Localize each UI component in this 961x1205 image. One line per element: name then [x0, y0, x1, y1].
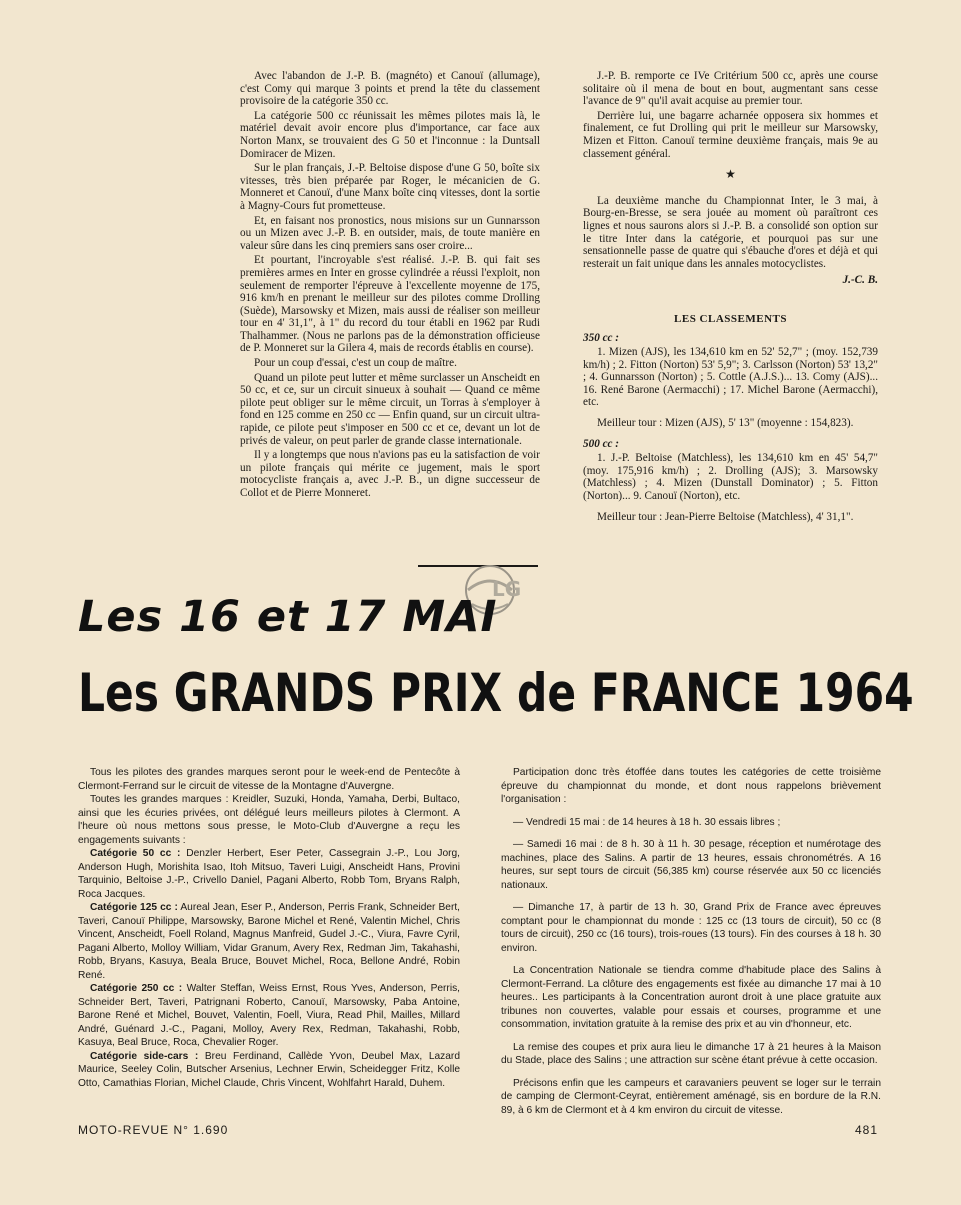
paragraph: J.-P. B. remporte ce IVe Critérium 500 cc, après une course solitaire où il mena de bout en bout, augmentant sans cesse l'avance de 9" qu'il avait acquise au premier tour.: [583, 70, 878, 108]
paragraph: La Concentration Nationale se tiendra comme d'habitude place des Salins à Clermont-Ferrand. La clôture des engagements est fixée au dimanche 17 mai à 10 heures.. Les participants à la Concentration auront droit à une place gratuite aux tribunes non couvertes, valable pour essais et courses, programme et une consommation, invitation gratuite à la remise des prix et au vin d'honneur, etc.: [501, 965, 881, 1030]
entry-list: Aureal Jean, Eser P., Anderson, Perris Frank, Schneider Bert, Taveri, Canouï Philippe, Marsowsky, Barone Michel et René, Valentin Michel, Chris Vincent, Anscheidt, Foell Roland, Magnus Manfreid, Gudel J.-C., Viura, Favre Cyril, Pagani Alberto, Molloy William, Vidar Granum, Avery Rex, Redman Jim, Takahashi, Robb, Bryans, Kasuya, Beala Bruce, Bouvet Michel, Roca, Bellone André, Robin René.: [78, 902, 460, 981]
star-separator-icon: ★: [725, 167, 736, 182]
paragraph: Avec l'abandon de J.-P. B. (magnéto) et Canouï (allumage), c'est Comy qui marque 3 points et prend la tête du classement provisoire de la catégorie 350 cc.: [240, 70, 540, 108]
paragraph: La catégorie 500 cc réunissait les mêmes pilotes mais là, le matériel devait avoir encore plus d'importance, car face aux Norton Manx, se trouvaient des G 50 et l'inconnue : la Duntsall Domiracer de Mizen.: [240, 109, 540, 160]
paragraph: Et, en faisant nos pronostics, nous misions sur un Gunnarsson ou un Mizen avec J.-P. B. en outsider, mais, de toute manière en valeur sûre dans les cinq premiers sans oser croire...: [240, 214, 540, 252]
best-lap-500: Meilleur tour : Jean-Pierre Beltoise (Matchless), 4' 31,1".: [597, 510, 854, 523]
logo-letters: LG: [492, 577, 522, 601]
category-50-entries: [78, 847, 460, 901]
page-number: 481: [855, 1123, 879, 1137]
paragraph: Et pourtant, l'incroyable s'est réalisé. J.-P. B. qui fait ses premières armes en Inter en grosse cylindrée a réussi l'exploit, non seulement de remporter l'épreuve à l'excellente moyenne de 175, 916 km/h en prenant le meilleur sur des pilotes comme Drolling (Suède), Marsowsky et Mizen, mais aussi de réaliser son meilleur tour en 4' 31,1", à 1" du record du tour établi en 1962 par Rudi Thalhammer. (Nous ne parlons pas de la démonstration officieuse de P. Monneret sur la Gilera 4, mais de records établis en course).: [240, 254, 540, 355]
article-top-right-column: [583, 70, 878, 531]
category-label: Catégorie 125 cc :: [90, 902, 178, 913]
schedule-item: — Dimanche 17, à partir de 13 h. 30, Grand Prix de France avec épreuves comptant pour le championnat du monde : 125 cc (13 tours de circuit), 50 cc (8 tours de circuit), 250 cc (16 tours), trois-roues (13 tours). Fin des courses à 18 h. 30 environ.: [501, 902, 881, 954]
category-label: Catégorie 250 cc :: [90, 983, 183, 994]
paragraph: La remise des coupes et prix aura lieu le dimanche 17 à 21 heures à la Maison du Stade, place des Salins ; une attraction sur scène étant prévue à cette occasion.: [501, 1041, 881, 1066]
paragraph: Derrière lui, une bagarre acharnée opposera six hommes et finalement, ce fut Drolling qui prit le meilleur sur Marsowsky, Mizen et Fitton. Canouï termine deuxième français, mais 9e au classement général.: [583, 109, 878, 160]
category-125-entries: [78, 901, 460, 982]
paragraph: Sur le plan français, J.-P. Beltoise dispose d'une G 50, boîte six vitesses, très bien préparée par Roger, le mécanicien de G. Monneret et Canouï, d'une Manx boîte cinq vitesses, dont la sortie à Magny-Cours fut prometteuse.: [240, 162, 540, 212]
paragraph: Il y a longtemps que nous n'avions pas eu la satisfaction de voir un pilote français qui mérite ce jugement, mais le sport motocycliste français a, avec J.-P. B., un digne successeur de Collot et de Pierre Monneret.: [240, 449, 540, 499]
schedule-item: — Vendredi 15 mai : de 14 heures à 18 h. 30 essais libres ;: [513, 816, 781, 828]
category-500-label: 500 cc :: [583, 437, 620, 450]
paragraph: Quand un pilote peut lutter et même surclasser un Anscheidt en 50 cc, et ce, sur un circuit sinueux à souhait — Quand ce même pilote peut obliger sur le même circuit, un Torras à s'employer à fond en 125 comme en 250 cc — Enfin quand, sur un circuit ultra-rapide, ce pilote peut s'imposer en 500 cc et ce, devant un lot de privés de valeur, on peut parler de grande classe internationale.: [240, 371, 540, 447]
category-250-entries: [78, 982, 460, 1050]
headline-dates: Les 16 et 17 MAI: [78, 592, 498, 642]
publication-footer: MOTO-REVUE N° 1.690: [78, 1123, 229, 1137]
headline-title: Les GRANDS PRIX de FRANCE 1964: [78, 663, 914, 724]
classements-heading: LES CLASSEMENTS: [674, 312, 787, 325]
article-bottom-left-column: [78, 766, 460, 1090]
paragraph: Participation donc très étoffée dans toutes les catégories de cette troisième épreuve du championnat du monde, et dont nous rappelons brièvement l'organisation :: [501, 767, 881, 805]
article-top-left-column: [240, 70, 540, 502]
paragraph: Toutes les grandes marques : Kreidler, Suzuki, Honda, Yamaha, Derbi, Bultaco, ainsi que les écuries privées, ont délégué leurs meilleurs pilotes à Clermont. A l'heure où nous mettons sous presse, le Moto-Club d'Auvergne a reçu les engagements suivants :: [78, 794, 460, 846]
article-bottom-right-column: [501, 766, 881, 1126]
category-350-label: 350 cc :: [583, 331, 620, 344]
entry-list: Walter Steffan, Weiss Ernst, Rous Yves, Anderson, Perris, Schneider Bert, Taveri, Patrignani Roberto, Canouï, Marsowsky, Paba Antoine, Barone René et Michel, Bouvet, Valentin, Foell, Viura, Read Phil, Mailles, Millard André, Guénard J.-C., Pagani, Molloy, Avery Rex, Redman, Takahashi, Robb, Kasuya, Beal Bruce, Roca, Chevalier Roger.: [78, 983, 461, 1048]
results-500: 1. J.-P. Beltoise (Matchless), les 134,610 km en 45' 54,7" (moy. 175,916 km/h) ; 2. Drolling (AJS); 3. Marsowsky (Matchless) ; 4. Mizen (Dunstall Dominator) ; 5. Fitton (Norton)... 9. Canouï (Norton), etc.: [583, 452, 878, 503]
author-signature: J.-C. B.: [842, 274, 878, 287]
entry-list: Breu Ferdinand, Callède Yvon, Deubel Max, Lazard Maurice, Seeley Colin, Butscher Arsenius, Lechner Erwin, Scheidegger Fritz, Kolle Otto, Camathias Florian, Michel Claude, Chris Vincent, Wohlfahrt Harald, Duhem.: [78, 1050, 460, 1089]
paragraph: Pour un coup d'essai, c'est un coup de maître.: [254, 357, 457, 370]
paragraph: Précisons enfin que les campeurs et caravaniers peuvent se loger sur le terrain de camping de Clermont-Ceyrat, entièrement aménagé, sis en bordure de la R.N. 89, à 6 km de Clermont et à 4 km environ du circuit de vitesse.: [501, 1077, 881, 1116]
category-label: Catégorie side-cars :: [90, 1050, 199, 1062]
category-sidecar-entries: [78, 1050, 460, 1091]
category-label: Catégorie 50 cc :: [90, 848, 181, 859]
results-350: 1. Mizen (AJS), les 134,610 km en 52' 52,7" ; (moy. 152,739 km/h) ; 2. Fitton (Norton) 53' 5,9"; 3. Carlsson (Norton) 53' 13,2" ; 4. Gunnarsson (Norton) ; 5. Cottle (A.J.S.)... 13. Comy (AJS)... 16. René Barone (Aermacchi) ; 17. Michel Barone (Aermacchi), etc.: [583, 346, 878, 409]
entry-list: Denzler Herbert, Eser Peter, Cassegrain J.-P., Lou Jorg, Anderson Hugh, Morishita Isao, Itoh Mitsuo, Taveri Luigi, Anscheidt Hans, Provini Tarquinio, Beltoise J.-P., Crivello Daniel, Pagani Alberto, Robb Tom, Bryans Ralph, Roca Jacques.: [78, 848, 460, 900]
paragraph: La deuxième manche du Championnat Inter, le 3 mai, à Bourg-en-Bresse, se sera jouée au moment où paraîtront ces lignes et nous saurons alors si J.-P. B. a consolidé son option sur le titre Inter dans la catégorie, et pourquoi pas sur une sensationnelle passe de quatre qui s'ébauche d'ores et déjà et qui resterait un fait unique dans les annales motocyclistes.: [583, 194, 878, 270]
schedule-item: — Samedi 16 mai : de 8 h. 30 à 11 h. 30 pesage, réception et numérotage des machines, place des Salins. A partir de 13 heures, essais chronométrés. A 16 heures, sur sept tours de circuit (56,385 km) course réservée aux 50 cc licenciés nationaux.: [501, 839, 881, 891]
best-lap-350: Meilleur tour : Mizen (AJS), 5' 13" (moyenne : 154,823).: [597, 417, 854, 430]
paragraph: Tous les pilotes des grandes marques seront pour le week-end de Pentecôte à Clermont-Ferrand sur le circuit de vitesse de la Montagne d'Auvergne.: [78, 767, 460, 792]
